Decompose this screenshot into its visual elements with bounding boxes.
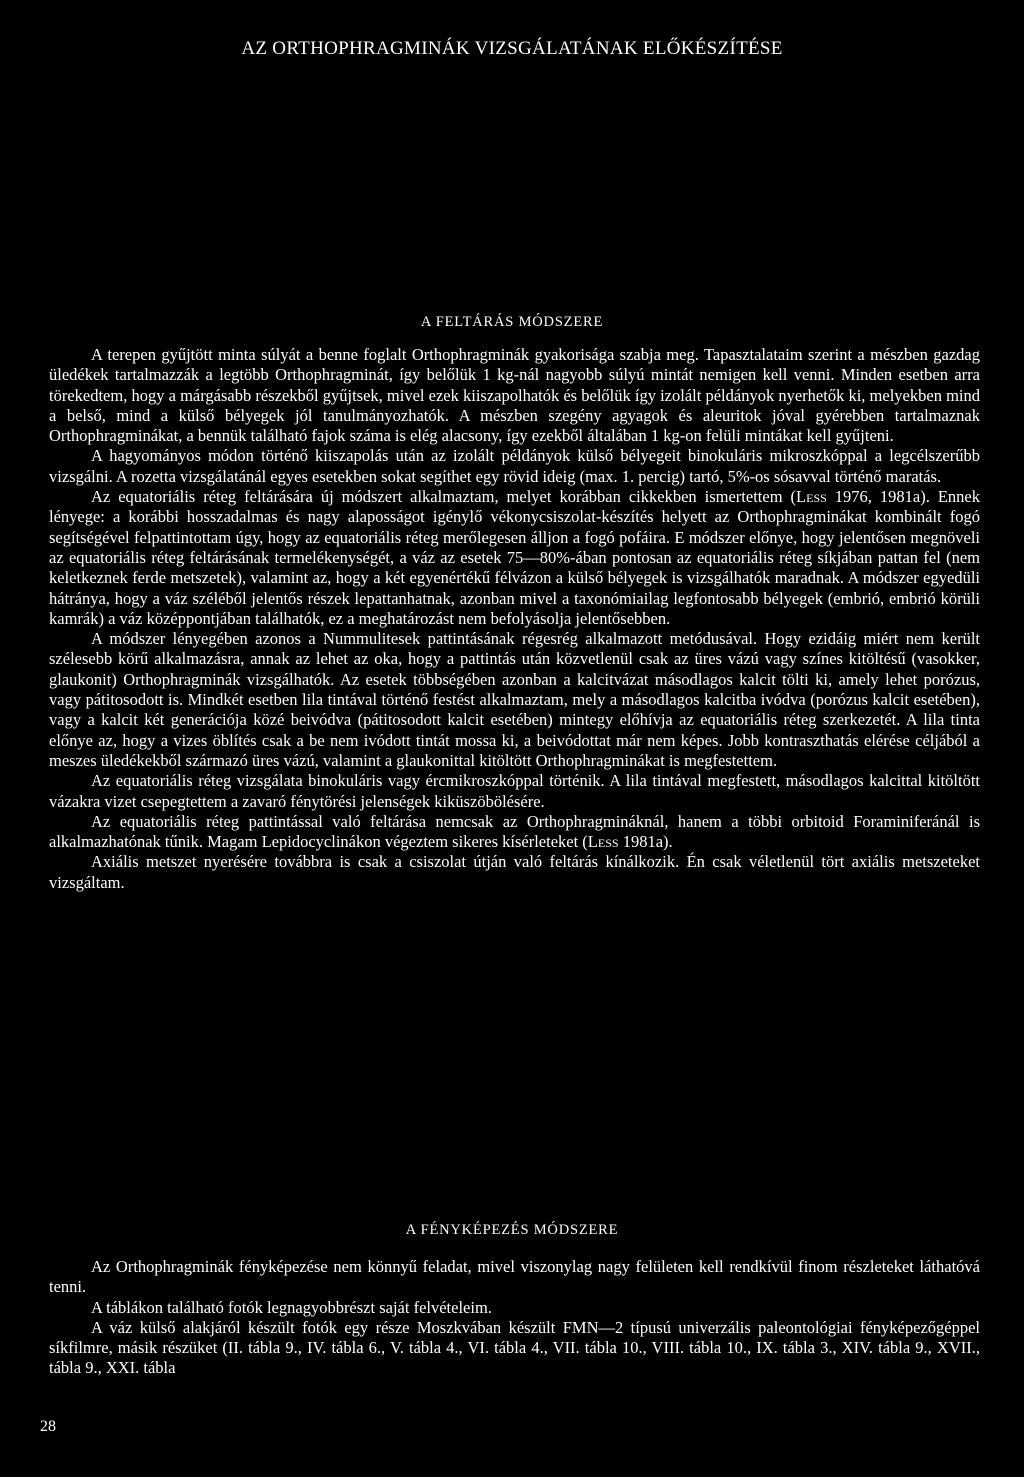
section-body-feltaras: [49, 345, 980, 893]
paragraph-text: Az equatoriális réteg pattintással való feltárása nemcsak az Orthophragmináknál, hanem a többi orbitoid Foraminiferánál is alkalmazhatónak tűnik. Magam Lepidocyclinákon végeztem sikeres kísérleteket (: [49, 811, 980, 852]
paragraph-text: A váz külső alakjáról készült fotók egy része Moszkvában készült FMN—2 típusú univerzális paleontológiai fényképezőgéppel síkfilmre, másik részüket (II. tábla 9., IV. tábla 6., V. tábla 4., VI. tábla 4., VII. tábla 10., VIII. tábla 10., IX. tábla 3., XIV. tábla 9., XVII., tábla 9., XXI. tábla: [49, 1317, 980, 1378]
paragraph: [49, 852, 980, 893]
paragraph-text: A táblákon található fotók legnagyobbrészt saját felvételeim.: [91, 1297, 492, 1317]
paragraph-text: Az equatoriális réteg feltárására új módszert alkalmaztam, melyet korábban cikkekben ismertettem (: [91, 487, 797, 507]
paragraph: [49, 1318, 980, 1379]
citation-author: Less: [587, 832, 619, 852]
paragraph-text: A módszer lényegében azonos a Nummulitesek pattintásának régesrég alkalmazott metódusával. Hogy ezidáig miért nem került szélesebb körű alkalmazásra, annak az lehet az oka, hogy a pattintás után közvetlenül csak az üres vázú vagy színes kitöltésű (vasokker, glaukonit) Orthophragminák vizsgálhatók. Az esetek többségében azonban a kalcitvázat másodlagos kalcit tölti ki, amely lehet porózus, vagy pátitosodott is. Mindkét esetben lila tintával történő festést alkalmaztam, mely a másodlagos kalcitba ivódva (porózus kalcit esetében), vagy a kalcit két generációja közé beivódva (pátitosodott kalcit esetében) mintegy előhívja az equatoriális réteg szerkezetét. A lila tinta előnye az, hogy a vizes öblítés csak a be nem ivódott tintát mossa ki, a beivódottat már nem képes. Jobb kontraszthatás elérése céljából a meszes üledékekből származó üres vázú, valamint a glaukonittal kitöltött Orthophragminákat is megfestettem.: [49, 629, 980, 770]
paragraph-text: Az Orthophragminák fényképezése nem könnyű feladat, mivel viszonylag nagy felületen kell rendkívül finom részleteket láthatóvá tenni.: [49, 1257, 980, 1297]
paragraph-text: 1981a).: [618, 832, 673, 852]
page-number: 28: [40, 1418, 56, 1435]
citation-author: Less: [796, 487, 827, 507]
section-title-fenykepezes: A FÉNYKÉPEZÉS MÓDSZERE: [405, 1222, 619, 1238]
paragraph-text: Az equatoriális réteg vizsgálata binokuláris vagy ércmikroszkóppal történik. A lila tintával megfestett, másodlagos kalcittal kitöltött vázakra vizet csepegtettem a zavaró fénytörési jelenségek kiküszöbölésére.: [49, 771, 980, 811]
paragraph: [49, 629, 980, 771]
paragraph-text: A hagyományos módon történő kiiszapolás után az izolált példányok külső bélyegeit binokuláris mikroszkóppal a legcélszerűbb vizsgálni. A rozetta vizsgálatánál egyes esetekben sokat segíthet egy rövid ideig (max. 1. percig) tartó, 5%-os sósavval történő maratás.: [49, 446, 980, 486]
paragraph-text: A terepen gyűjtött minta súlyát a benne foglalt Orthophragminák gyakorisága szabja meg. Tapasztalataim szerint a mészben gazdag üledékek tartalmazzák a legtöbb Orthophragminát, így belőlük 1 kg-nál nagyobb súlyú mintát nemigen kell venni. Minden esetben arra törekedtem, hogy a márgásabb részekből gyűjtsek, mivel ezek kiiszapolhatók és belőlük így izolált példányok nyerhetők ki, melyekben mind a belső, mind a külső bélyegek jól tanulmányozhatók. A mészben szegény agyagok és aleuritok jóval gyérebben tartalmaznak Orthophragminákat, a bennük található fajok száma is elég alacsony, így ezekből általában 1 kg-on felüli mintákat kell gyűjteni.: [49, 345, 980, 446]
running-head: AZ ORTHOPHRAGMINÁK VIZSGÁLATÁNAK ELŐKÉSZÍTÉSE: [241, 38, 783, 59]
paragraph: [49, 487, 980, 629]
section-body-fenykepezes: [49, 1257, 980, 1379]
paragraph: [49, 345, 980, 446]
section-title-feltaras: A FELTÁRÁS MÓDSZERE: [420, 314, 604, 330]
paragraph: [49, 812, 980, 853]
paragraph: [49, 1257, 980, 1298]
paragraph: [49, 446, 980, 487]
paragraph: [49, 1298, 980, 1318]
paragraph-text: 1976, 1981a). Ennek lényege: a korábbi hosszadalmas és nagy alaposságot igénylő vékonycsiszolat-készítés helyett az Orthophragminákat kombinált fogó segítségével felpattintottam úgy, hogy az equatoriális réteg merőlegesen álljon a fogó pofáira. E módszer előnye, hogy jelentősen megnöveli az equatoriális réteg feltárásának termelékenységét, a váz az esetek 75—80%-ában pontosan az equatoriális réteg síkjában pattan fel (nem keletkeznek ferde metszetek), valamint az, hogy a két egyenértékű félvázon a külső bélyegek is vizsgálhatók maradnak. A módszer egyedüli hátránya, hogy a váz széléből jelentős részek lepattanhatnak, azonban mivel a taxonómiailag legfontosabb bélyegek (embrió, embrió körüli kamrák) a váz középpontjában találhatók, ez a meghatározást nem befolyásolja jelentősebben.: [49, 487, 980, 628]
paragraph: [49, 771, 980, 812]
paragraph-text: Axiális metszet nyerésére továbbra is csak a csiszolat útján való feltárás kínálkozik. Én csak véletlenül tört axiális metszeteket vizsgáltam.: [49, 852, 980, 892]
